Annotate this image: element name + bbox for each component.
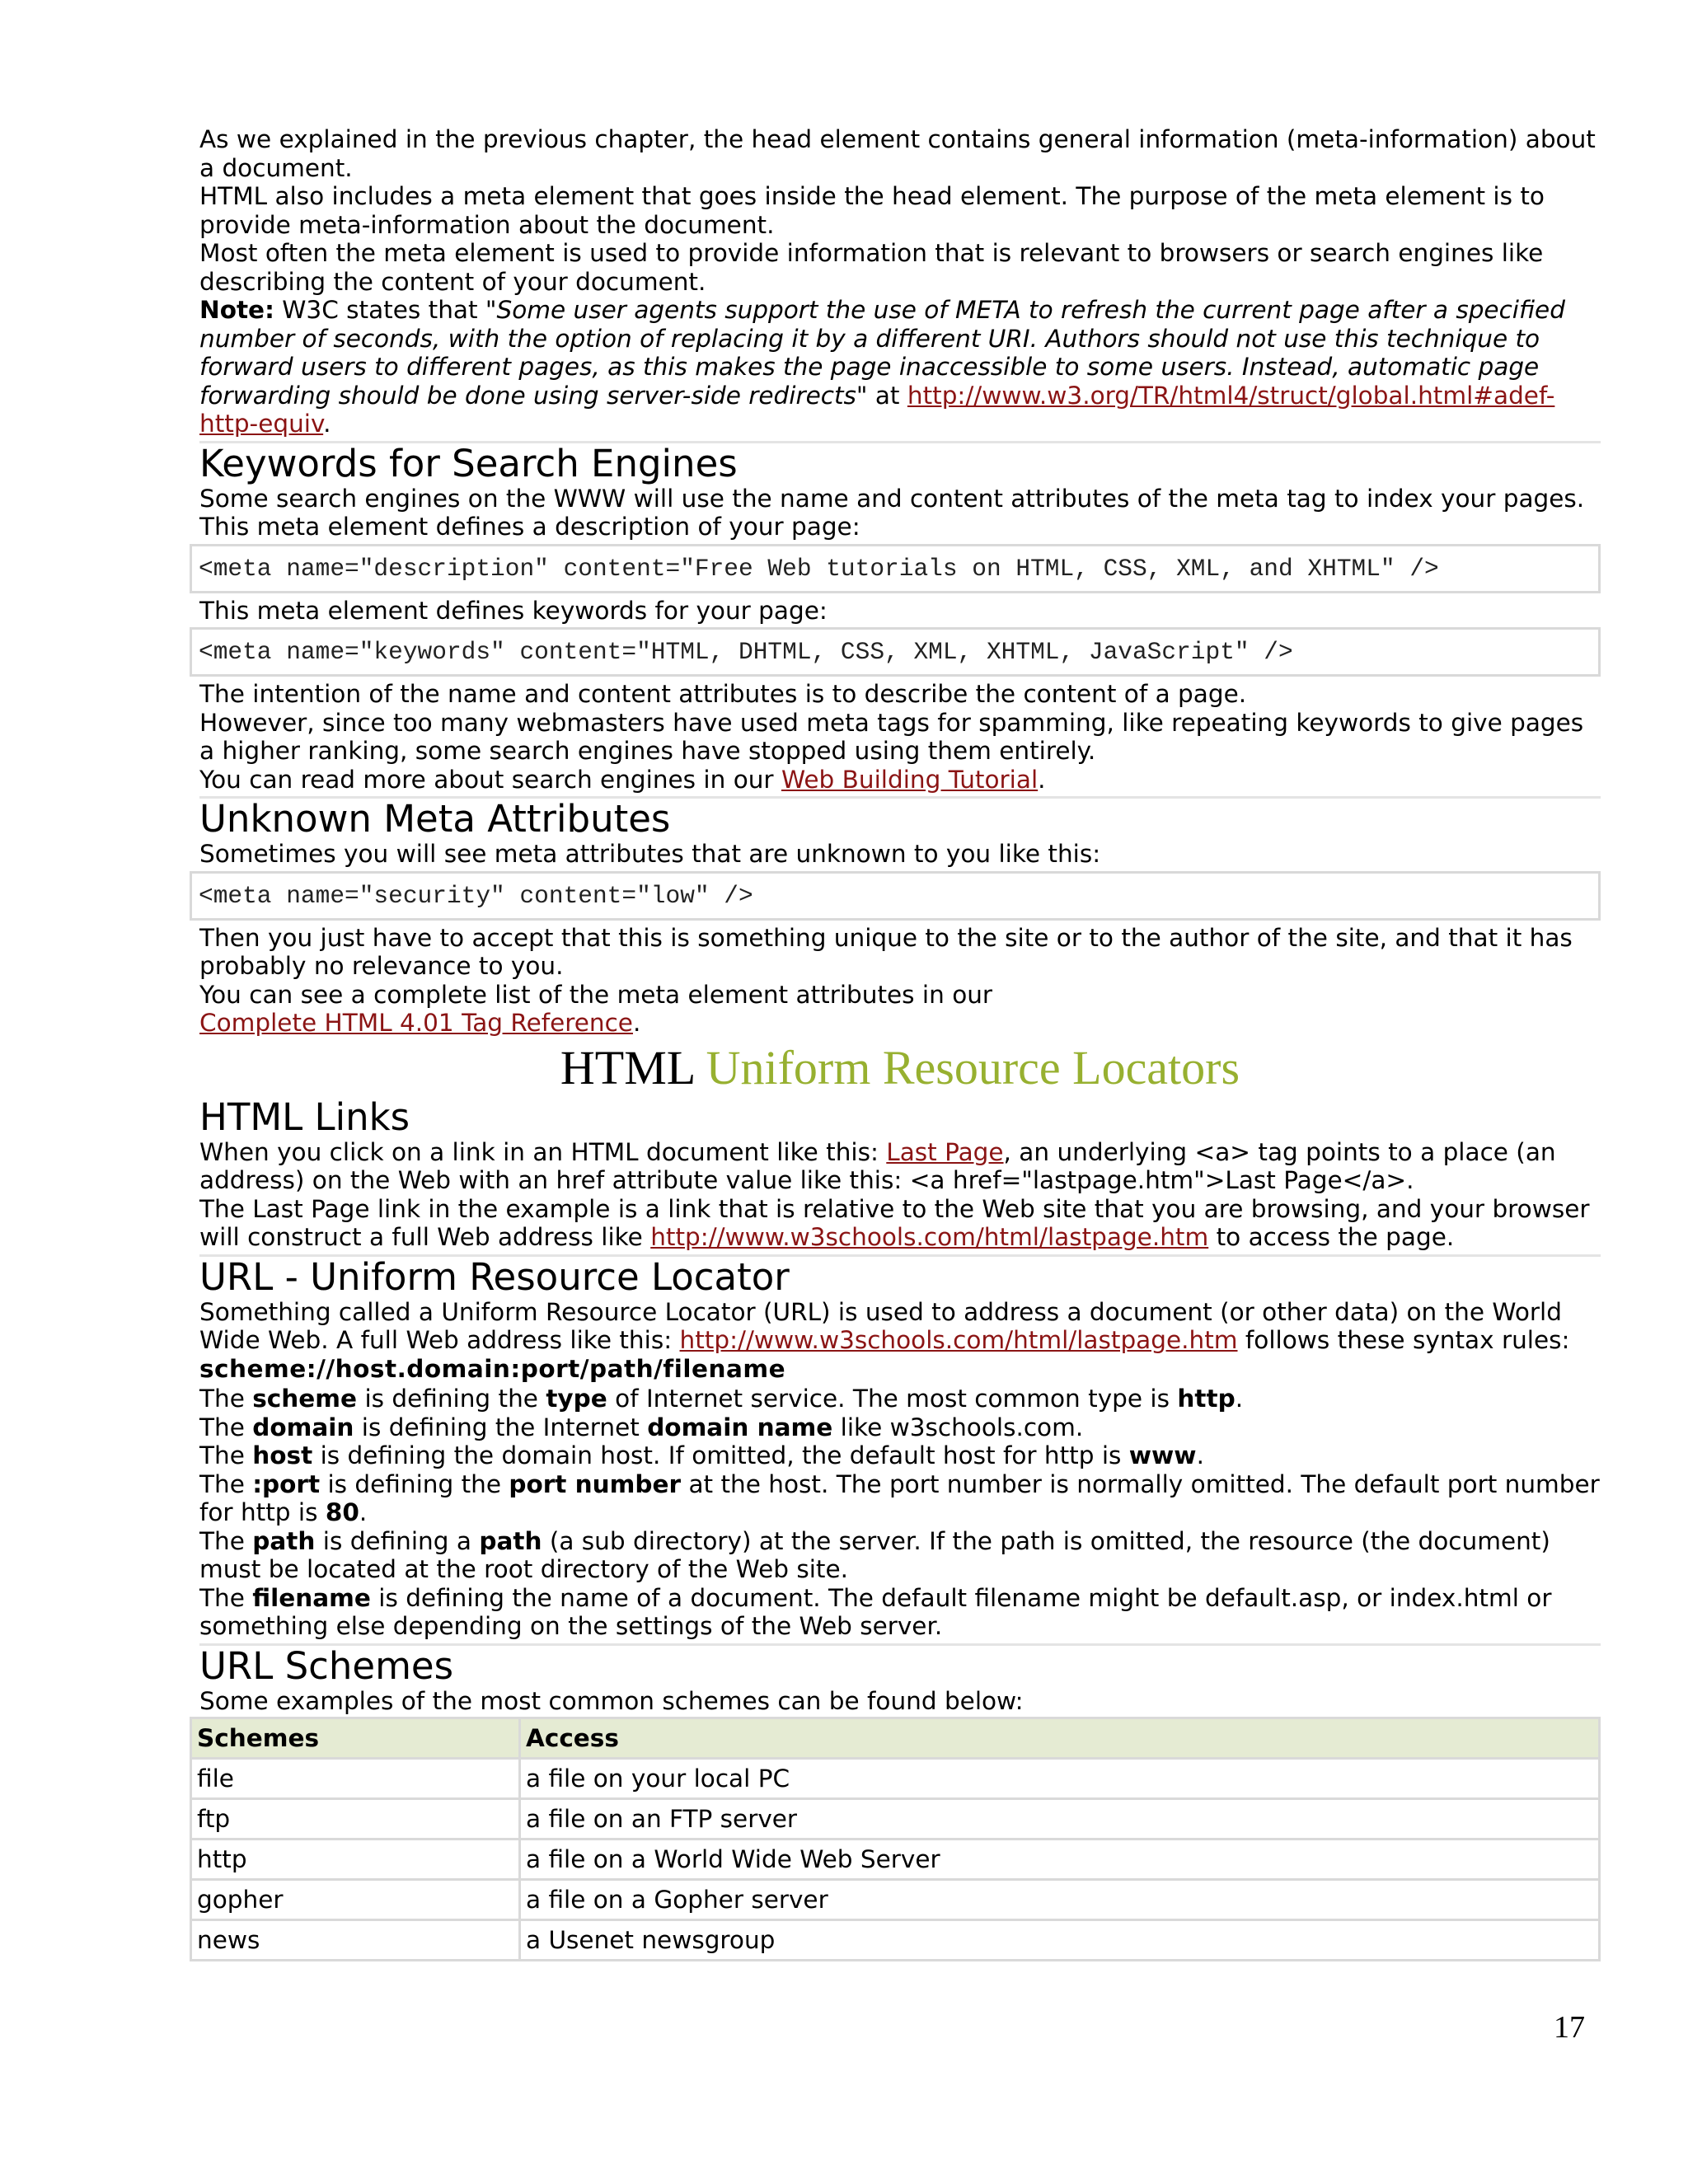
access-cell: a file on a World Wide Web Server (520, 1840, 1600, 1880)
unknown-paragraph-3: You can see a complete list of the meta element attributes in our (199, 980, 993, 1009)
url-p1-pre: Something called a Uniform Resource Locator (URL) is used to address a document (or other data) on the World Wide Web. A full Web address like this: (199, 1297, 1562, 1354)
keywords-paragraph-4: The intention of the name and content attributes is to describe the content of a page. (199, 680, 1247, 708)
schemes-table (190, 1717, 1601, 1961)
document-page (199, 125, 1601, 1961)
url-schemes-heading: URL Schemes (199, 1643, 454, 1688)
keywords-paragraph-2: This meta element defines a description of your page: (199, 513, 860, 541)
links-p1-post: , an underlying <a> tag points to a place (an address) on the Web with an href attribute value like this: <a href="lastpage.htm">Last Page</a>. (199, 1137, 1556, 1194)
keywords-p6-end: . (1038, 765, 1046, 794)
links-p2-pre: The Last Page link in the example is a link that is relative to the Web site that you are browsing, and your browser will construct a full Web address like (199, 1194, 1590, 1251)
access-cell: a file on an FTP server (520, 1799, 1600, 1840)
table-row (191, 1799, 1600, 1840)
code-example-description: <meta name="description" content="Free Web tutorials on HTML, CSS, XML, and XHTML" /> (190, 544, 1601, 593)
schemes-paragraph-1: Some examples of the most common schemes can be found below: (199, 1686, 1024, 1715)
tag-reference-link[interactable]: Complete HTML 4.01 Tag Reference (199, 1009, 633, 1037)
web-building-tutorial-link[interactable]: Web Building Tutorial (781, 765, 1039, 794)
note-pre: W3C states that " (274, 296, 497, 324)
access-cell: a Usenet newsgroup (520, 1920, 1600, 1961)
lastpage-url-link-2[interactable]: http://www.w3schools.com/html/lastpage.htm (679, 1326, 1238, 1354)
table-header-row (191, 1718, 1600, 1759)
url-line-host: The host is defining the domain host. If omitted, the default host for http is www. (199, 1441, 1204, 1469)
url-line-scheme: The scheme is defining the type of Internet service. The most common type is http. (199, 1385, 1244, 1413)
scheme-cell: gopher (191, 1880, 520, 1920)
column-header-schemes: Schemes (191, 1718, 520, 1759)
url-heading: URL - Uniform Resource Locator (199, 1254, 790, 1299)
keywords-heading: Keywords for Search Engines (199, 441, 738, 485)
keywords-paragraph-1: Some search engines on the WWW will use the name and content attributes of the meta tag to index your pages. (199, 484, 1585, 513)
html-links-heading: HTML Links (199, 1094, 410, 1139)
unknown-paragraph-1: Sometimes you will see meta attributes that are unknown to you like this: (199, 840, 1101, 868)
url-syntax: scheme://host.domain:port/path/filename (199, 1354, 786, 1383)
keywords-paragraph-6 (199, 766, 1601, 794)
page-number: 17 (1554, 2010, 1585, 2045)
table-row (191, 1840, 1600, 1880)
chapter-title-prefix: HTML (560, 1040, 706, 1094)
intro-paragraph-1: As we explained in the previous chapter, the head element contains general information (meta-information) about a document. (199, 125, 1596, 182)
column-header-access: Access (520, 1718, 1600, 1759)
intro-paragraph-3: Most often the meta element is used to provide information that is relevant to browsers or search engines like describing the content of your document. (199, 239, 1544, 296)
keywords-paragraph-3: This meta element defines keywords for your page: (199, 596, 828, 625)
scheme-cell: ftp (191, 1799, 520, 1840)
note-end: . (323, 410, 331, 438)
links-p2-post: to access the page. (1208, 1223, 1455, 1251)
url-p1-post: follows these syntax rules: (1237, 1326, 1570, 1354)
keywords-p6-pre: You can read more about search engines in our (199, 765, 781, 794)
note-label: Note: (199, 296, 274, 324)
url-line-port: The :port is defining the port number at the host. The port number is normally omitted. The default port number for http is 80. (199, 1469, 1600, 1526)
url-paragraph-1 (199, 1298, 1601, 1355)
table-row (191, 1880, 1600, 1920)
url-line-path: The path is defining a path (a sub directory) at the server. If the path is omitted, the resource (the document) must be located at the root directory of the Web site. (199, 1526, 1550, 1583)
access-cell: a file on your local PC (520, 1759, 1600, 1799)
url-line-filename: The filename is defining the name of a document. The default filename might be default.asp, or index.html or something else depending on the settings of the Web server. (199, 1583, 1552, 1640)
note-quote: Some user agents support the use of META to refresh the current page after a specified number of seconds, with the option of replacing it by a different URI. Authors should not use this technique to forward users to different pages, as this makes the page inaccessible to some users. Instead, automatic page forwarding should be done using server-side redirects (199, 296, 1565, 410)
lastpage-url-link[interactable]: http://www.w3schools.com/html/lastpage.htm (650, 1223, 1209, 1251)
note-paragraph (199, 296, 1601, 438)
unknown-paragraph-4 (199, 1009, 1601, 1038)
unknown-paragraph-2: Then you just have to accept that this is something unique to the site or to the author of the site, and that it has probably no relevance to you. (199, 923, 1573, 980)
access-cell: a file on a Gopher server (520, 1880, 1600, 1920)
code-example-security: <meta name="security" content="low" /> (190, 871, 1601, 921)
keywords-paragraph-5: However, since too many webmasters have used meta tags for spamming, like repeating keywords to give pages a higher ranking, some search engines have stopped using them entirely. (199, 708, 1584, 765)
scheme-cell: news (191, 1920, 520, 1961)
url-line-domain: The domain is defining the Internet domain name like w3schools.com. (199, 1413, 1084, 1441)
last-page-link[interactable]: Last Page (886, 1137, 1004, 1166)
w3c-global-link[interactable]: http://www.w3.org/TR/html4/struct/global.html#adef-http-equiv (199, 381, 1555, 438)
chapter-title (199, 1041, 1601, 1095)
chapter-title-main: Uniform Resource Locators (706, 1040, 1240, 1094)
unknown-p3-end: . (632, 1009, 641, 1037)
links-paragraph-2 (199, 1195, 1601, 1252)
links-paragraph-1 (199, 1138, 1601, 1195)
scheme-cell: http (191, 1840, 520, 1880)
code-example-keywords: <meta name="keywords" content="HTML, DHTML, CSS, XML, XHTML, JavaScript" /> (190, 627, 1601, 677)
unknown-meta-heading: Unknown Meta Attributes (199, 797, 671, 841)
intro-paragraph-2: HTML also includes a meta element that goes inside the head element. The purpose of the meta element is to provide meta-information about the document. (199, 182, 1545, 239)
scheme-cell: file (191, 1759, 520, 1799)
table-row (191, 1759, 1600, 1799)
table-row (191, 1920, 1600, 1961)
note-post: " at (856, 381, 907, 410)
links-p1-pre: When you click on a link in an HTML document like this: (199, 1137, 887, 1166)
